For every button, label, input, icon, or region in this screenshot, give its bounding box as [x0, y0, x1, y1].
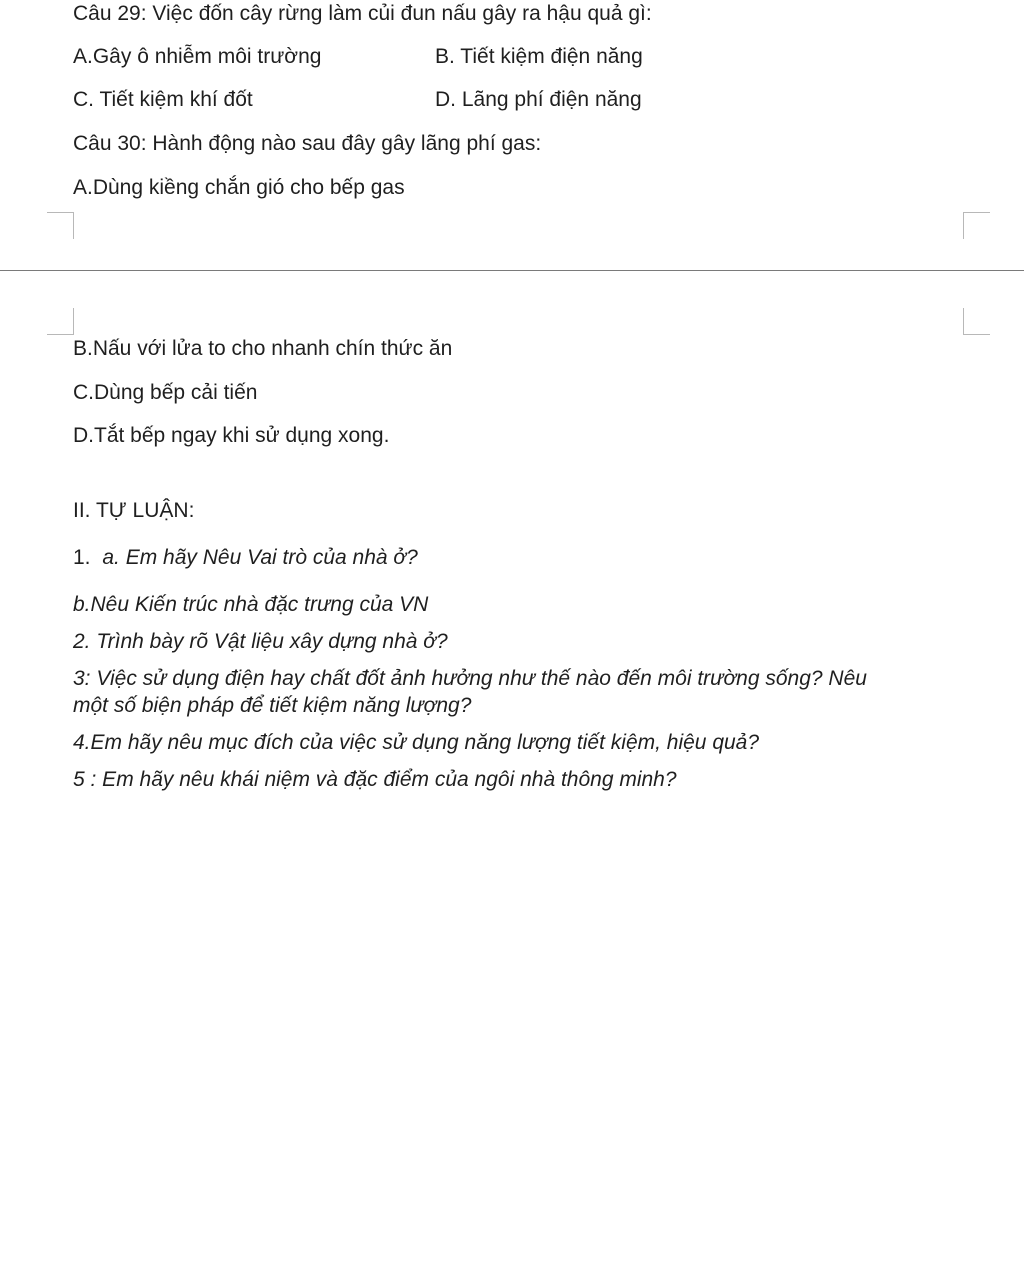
q30-option-c: C.Dùng bếp cải tiến: [73, 381, 258, 404]
q29-option-d: D. Lãng phí điện năng: [435, 88, 642, 111]
essay-q1b: b.Nêu Kiến trúc nhà đặc trưng của VN: [73, 593, 429, 616]
margin-corner-mark: [47, 212, 74, 239]
essay-q1a-text: a. Em hãy Nêu Vai trò của nhà ở?: [102, 546, 418, 569]
q29-option-b: B. Tiết kiệm điện năng: [435, 45, 643, 68]
margin-corner-mark: [47, 308, 74, 335]
q30-option-b: B.Nấu với lửa to cho nhanh chín thức ăn: [73, 337, 453, 360]
essay-q5: 5 : Em hãy nêu khái niệm và đặc điểm của ngôi nhà thông minh?: [73, 768, 677, 791]
essay-q3-line2: một số biện pháp để tiết kiệm năng lượng?: [73, 694, 472, 717]
question-30-text: Câu 30: Hành động nào sau đây gây lãng phí gas:: [73, 132, 542, 155]
q30-option-d: D.Tắt bếp ngay khi sử dụng xong.: [73, 424, 390, 447]
q29-option-c: C. Tiết kiệm khí đốt: [73, 88, 253, 111]
essay-q1-number: 1.: [73, 546, 91, 569]
q30-option-a: A.Dùng kiềng chắn gió cho bếp gas: [73, 176, 405, 199]
margin-corner-mark: [963, 308, 990, 335]
page-break-line: [0, 270, 1024, 271]
essay-heading: II. TỰ LUẬN:: [73, 499, 195, 522]
q29-option-a: A.Gây ô nhiễm môi trường: [73, 45, 322, 68]
essay-q3-line1: 3: Việc sử dụng điện hay chất đốt ảnh hưởng như thế nào đến môi trường sống? Nêu: [73, 667, 867, 690]
question-29-text: Câu 29: Việc đốn cây rừng làm củi đun nấu gây ra hậu quả gì:: [73, 2, 652, 25]
essay-q2: 2. Trình bày rõ Vật liệu xây dựng nhà ở?: [73, 630, 448, 653]
essay-q1a: [73, 545, 418, 571]
margin-corner-mark: [963, 212, 990, 239]
essay-q4: 4.Em hãy nêu mục đích của việc sử dụng năng lượng tiết kiệm, hiệu quả?: [73, 731, 760, 754]
